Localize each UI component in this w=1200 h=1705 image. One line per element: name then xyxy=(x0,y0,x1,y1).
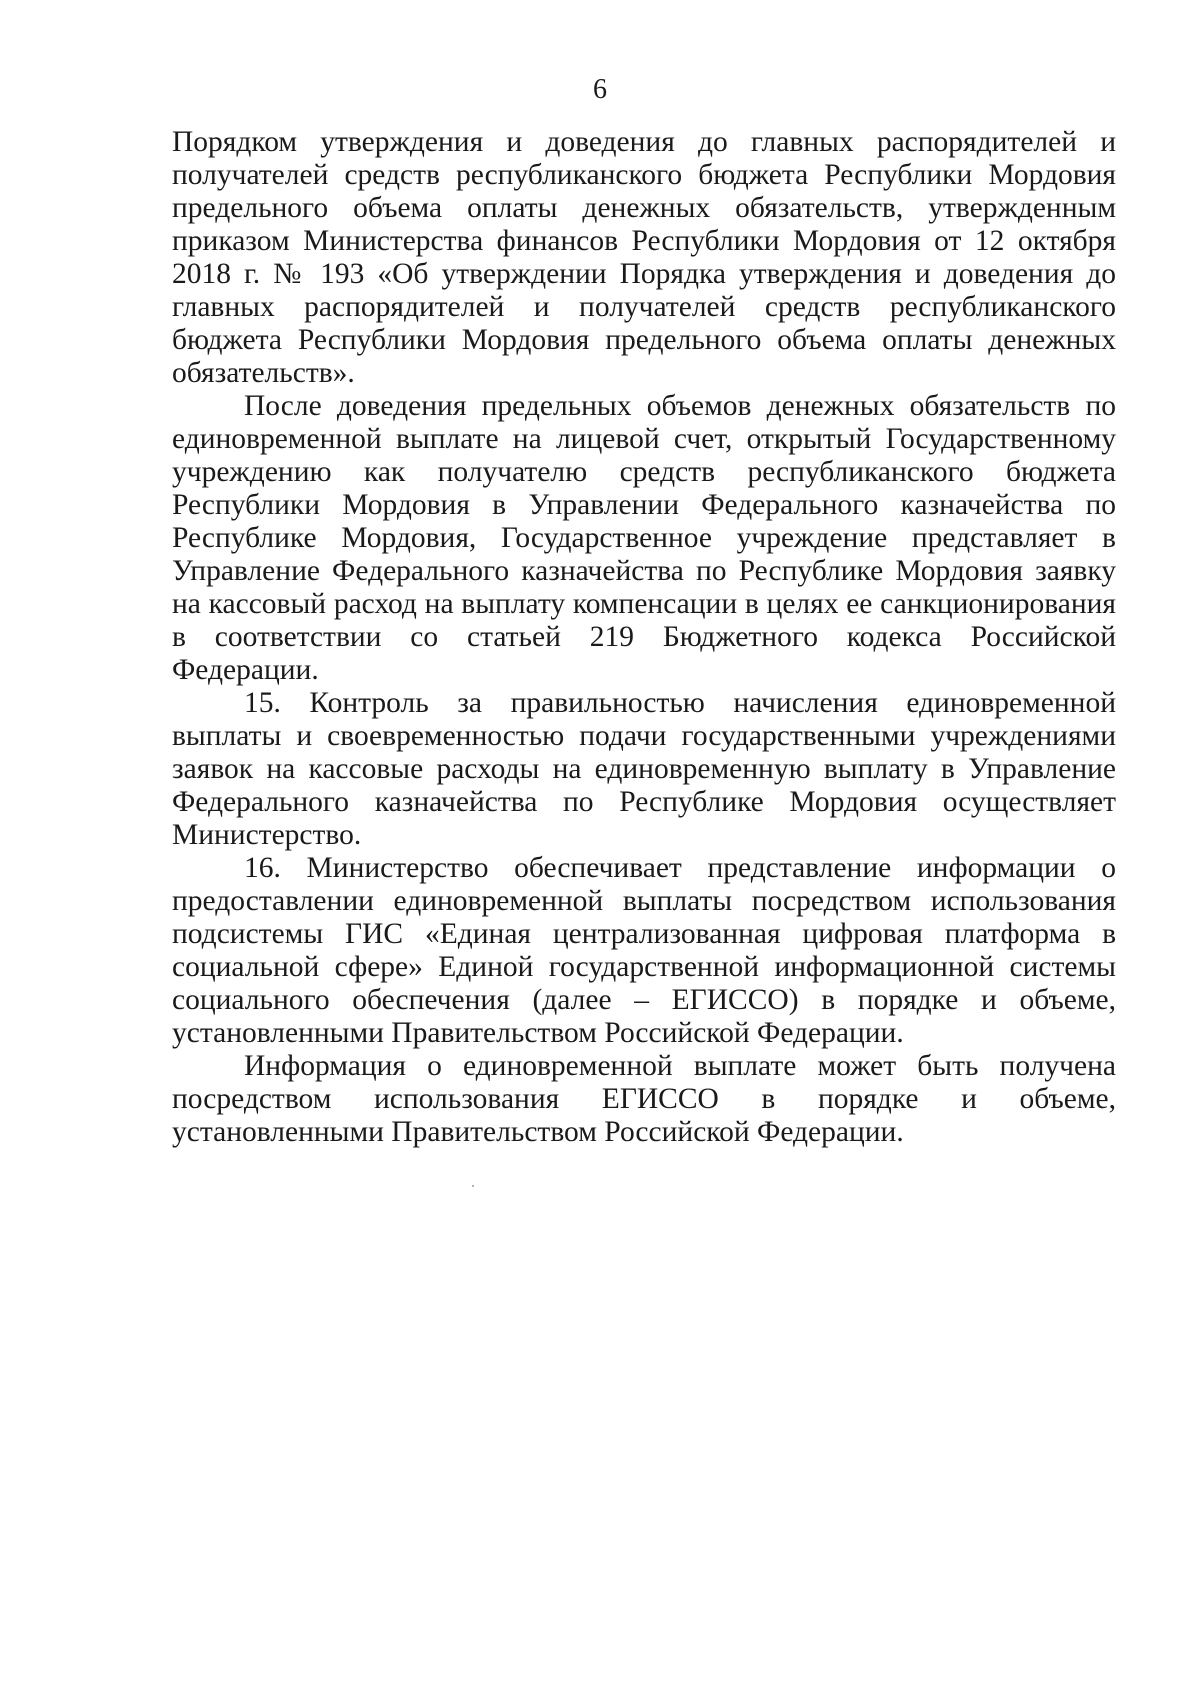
paragraph-16-information: 16. Министерство обеспечивает представление информации о предоставлении единовременной выплаты посредством использования подсистемы ГИС «Единая централизованная цифровая платформа в социальной сфере» Единой государственной информационной системы социального обеспечения (далее – ЕГИССО) в порядке и объеме, установленными Правительством Российской Федерации. xyxy=(172,852,1116,1049)
paragraph-continuation: Порядком утверждения и доведения до главных распорядителей и получателей средств республиканского бюджета Республики Мордовия предельного объема оплаты денежных обязательств, утвержденным приказом Министерства финансов Республики Мордовия от 12 октября 2018 г. № 193 «Об утверждении Порядка утверждения и доведения до главных распорядителей и получателей средств республиканского бюджета Республики Мордовия предельного объема оплаты денежных обязательств». xyxy=(172,126,1116,389)
paragraph-payment-procedure: После доведения предельных объемов денежных обязательств по единовременной выплате на лицевой счет, открытый Государственному учреждению как получателю средств республиканского бюджета Республики Мордовия в Управлении Федерального казначейства по Республике Мордовия, Государственное учреждение представляет в Управление Федерального казначейства по Республике Мордовия заявку на кассовый расход на выплату компенсации в целях ее санкционирования в соответствии со статьей 219 Бюджетного кодекса Российской Федерации. xyxy=(172,390,1116,686)
page-number: 6 xyxy=(593,74,607,105)
scan-speck xyxy=(472,1185,474,1187)
document-body xyxy=(172,126,1116,1149)
paragraph-egisso-info: Информация о единовременной выплате может быть получена посредством использования ЕГИССО в порядке и объеме, установленными Правительством Российской Федерации. xyxy=(172,1050,1116,1148)
paragraph-15-control: 15. Контроль за правильностью начисления единовременной выплаты и своевременностью подачи государственными учреждениями заявок на кассовые расходы на единовременную выплату в Управление Федерального казначейства по Республике Мордовия осуществляет Министерство. xyxy=(172,687,1116,851)
